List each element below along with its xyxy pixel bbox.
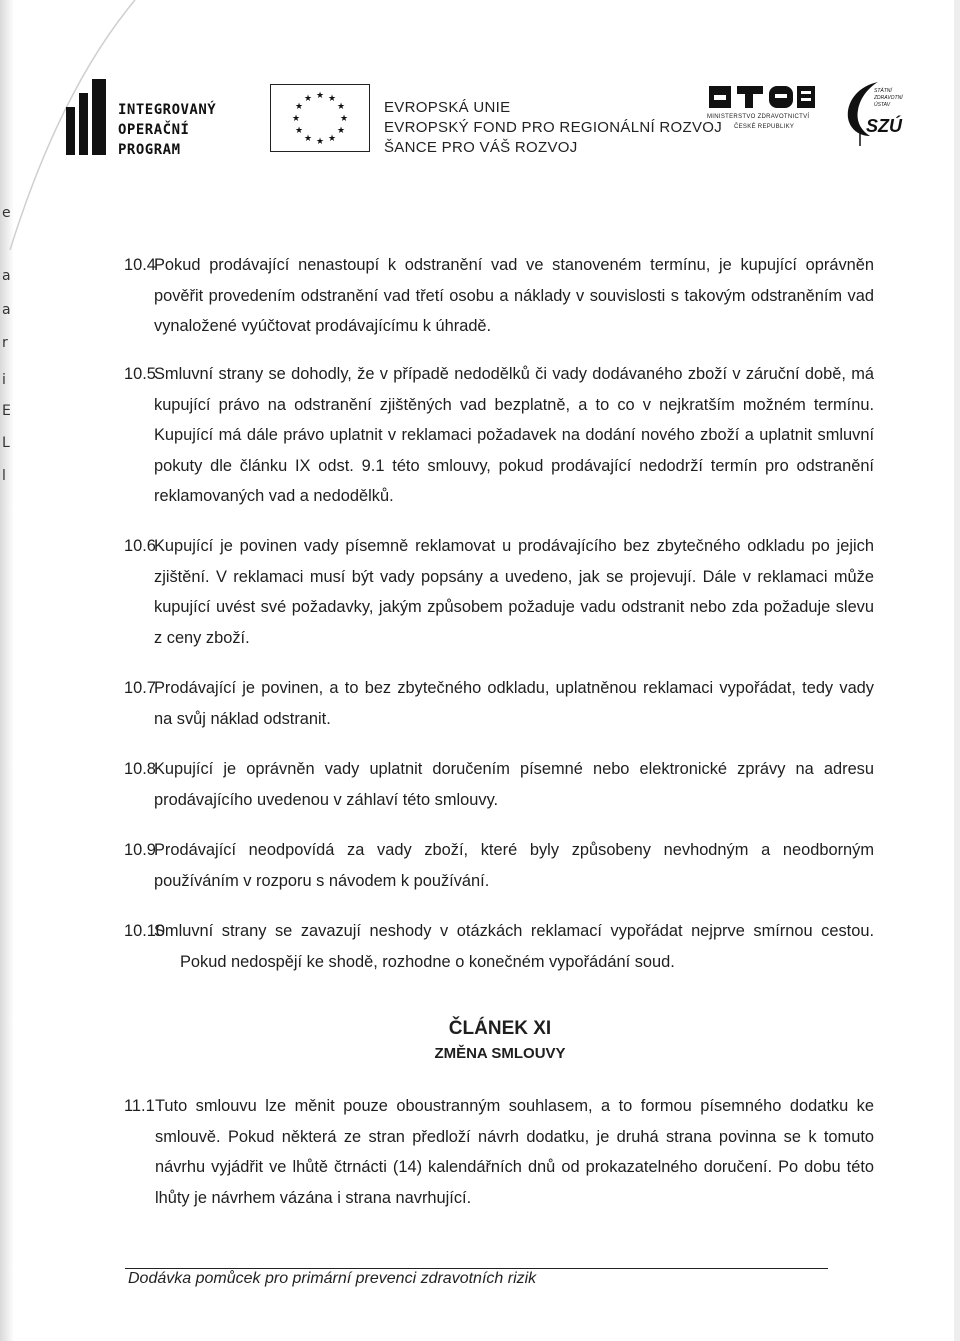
- section-number: 10.6: [124, 537, 156, 555]
- svg-text:★: ★: [327, 94, 337, 104]
- section-10-6: [124, 531, 874, 653]
- szu-line: ZDRAVOTNÍ: [874, 95, 903, 101]
- section-number: 10.8: [124, 760, 156, 778]
- eu-line: EVROPSKÁ UNIE: [384, 99, 511, 116]
- article-subtitle: ZMĚNA SMLOUVY: [434, 1045, 566, 1062]
- svg-text:★: ★: [336, 102, 346, 112]
- section-number: 10.7: [124, 679, 156, 697]
- section-number: 10.4: [124, 256, 156, 274]
- eu-line: ŠANCE PRO VÁŠ ROZVOJ: [384, 139, 578, 156]
- section-10-5: [124, 359, 874, 512]
- section-10-4: [124, 250, 874, 342]
- svg-text:★: ★: [291, 114, 301, 124]
- iop-line: OPERAČNÍ: [118, 122, 190, 138]
- mzcr-emblem-icon: [707, 82, 817, 112]
- section-text: Tuto smlouvu lze měnit pouze oboustranným souhlasem, a to formou písemného dodatku ke smlouvě. Pokud některá ze stran předloží návrh dodatku, je druhá strana povinna se k tomuto návrhu vyjádřit ve lhůtě čtrnácti (14) kalendářních dnů od prokazatelného doručení. Po dobu této lhůty je návrhem vázána i strana navrhující.: [155, 1097, 874, 1207]
- footer-text: Dodávka pomůcek pro primární prevenci zdravotních rizik: [128, 1270, 537, 1287]
- section-text: Smluvní strany se dohodly, že v případě nedodělků či vady dodávaného zboží v záruční době, má kupující právo na odstranění zjištěných vad bezplatně, a to co v nejkratším možném termínu. Kupující má dále právo uplatnit v reklamaci požadavek na dodání nového zboží a uplatnit smluvní pokuty dle článku IX odst. 9.1 této smlouvy, pokud prodávající nedodrží termín pro odstranění reklamovaných vad a nedodělků.: [154, 365, 874, 505]
- margin-mark: e: [2, 205, 11, 221]
- szu-line: ÚSTAV: [874, 102, 891, 108]
- svg-text:★: ★: [327, 134, 337, 144]
- section-number: 10.5: [124, 365, 156, 383]
- margin-mark: l: [2, 468, 6, 484]
- szu-line: STÁTNÍ: [874, 88, 892, 94]
- margin-mark: L: [2, 435, 10, 451]
- section-text: Kupující je povinen vady písemně reklamovat u prodávajícího bez zbytečného odkladu po jejich zjištění. V reklamaci musí být vady popsány a uvedeno, jak se projevují. Dále v reklamaci může kupující uvést své požadavky, jakým způsobem požaduje vadu odstranit nebo zda požaduje slevu z ceny zboží.: [154, 537, 874, 647]
- section-10-8: [124, 754, 874, 815]
- iop-line: PROGRAM: [118, 142, 181, 158]
- eu-line: EVROPSKÝ FOND PRO REGIONÁLNÍ ROZVOJ: [384, 119, 723, 136]
- section-number: 10.9: [124, 841, 156, 859]
- section-text: Pokud prodávající nenastoupí k odstranění vad ve stanoveném termínu, je kupující oprávněn pověřit provedením odstranění vad třetí osobu a náklady v souvislosti s takovým odstraněním vad vynaložené vyúčtovat prodávajícímu k úhradě.: [154, 256, 874, 335]
- svg-text:★: ★: [336, 126, 346, 136]
- svg-text:★: ★: [294, 126, 304, 136]
- section-text: Prodávající je povinen, a to bez zbytečného odkladu, uplatněnou reklamaci vypořádat, tedy vady na svůj náklad odstranit.: [154, 679, 874, 728]
- section-text: Kupující je oprávněn vady uplatnit doručením písemné nebo elektronické zprávy na adresu prodávajícího uvedenou v záhlaví této smlouvy.: [154, 760, 874, 809]
- svg-text:★: ★: [303, 94, 313, 104]
- eu-flag-icon: [270, 84, 370, 152]
- margin-mark: r: [2, 335, 8, 351]
- szu-logo: [840, 78, 910, 148]
- mzcr-logo: [707, 82, 827, 142]
- section-text: Smluvní strany se zavazují neshody v otázkách reklamací vypořádat nejprve smírnou cestou. Pokud nedospějí ke shodě, rozhodne o konečném vypořádání soud.: [154, 922, 874, 971]
- margin-mark: i: [2, 372, 6, 388]
- svg-text:★: ★: [315, 91, 325, 101]
- svg-text:★: ★: [339, 114, 349, 124]
- svg-text:★: ★: [303, 134, 313, 144]
- section-text: Prodávající neodpovídá za vady zboží, které byly způsobeny nevhodným a neodborným používáním v rozporu s návodem k používání.: [154, 841, 874, 890]
- margin-mark: a: [2, 302, 11, 318]
- section-10-7: [124, 673, 874, 734]
- section-number: 10.10: [124, 922, 166, 940]
- szu-logo-text: SZÚ: [866, 116, 902, 136]
- section-10-9: [124, 835, 874, 896]
- mzcr-line: ČESKÉ REPUBLIKY: [734, 124, 795, 130]
- article-title: ČLÁNEK XI: [448, 1018, 552, 1039]
- iop-bars-icon: [66, 80, 116, 155]
- svg-text:★: ★: [294, 102, 304, 112]
- mzcr-line: MINISTERSTVO ZDRAVOTNICTVÍ: [707, 114, 810, 120]
- eu-text: [384, 98, 722, 158]
- footer-divider: [125, 1268, 828, 1269]
- section-number: 11.1: [124, 1097, 155, 1115]
- iop-line: INTEGROVANÝ: [118, 102, 217, 118]
- margin-mark: E: [2, 403, 11, 419]
- scan-edge: [954, 0, 960, 1341]
- margin-mark: a: [2, 268, 11, 284]
- svg-text:★: ★: [315, 137, 325, 147]
- section-10-10: [124, 916, 874, 977]
- section-11-1: [124, 1091, 874, 1213]
- iop-logo: [66, 80, 266, 160]
